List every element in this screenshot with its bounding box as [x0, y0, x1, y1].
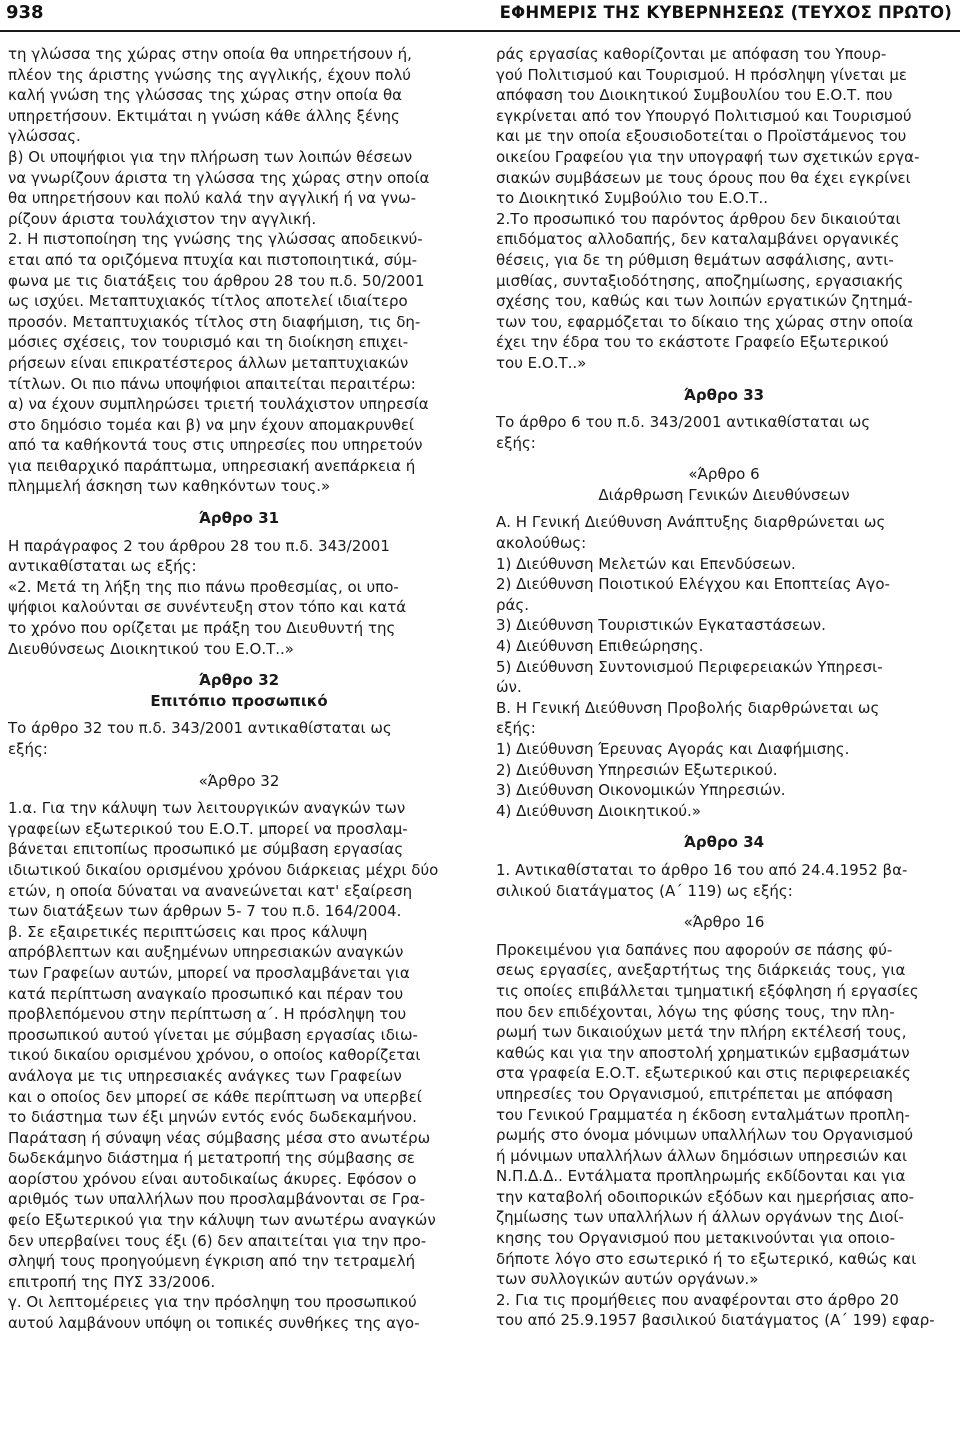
- text-line: Το άρθρο 32 του π.δ. 343/2001 αντικαθίσταται ως: [8, 719, 392, 738]
- text-line: 3) Διεύθυνση Τουριστικών Εγκαταστάσεων.: [496, 616, 826, 635]
- text-line: για πειθαρχικό παράπτωμα, υπηρεσιακή ανεπάρκεια ή: [8, 456, 416, 475]
- left-column: [8, 44, 470, 1334]
- text-line: ράς.: [496, 595, 529, 614]
- text-line: του Ε.Ο.Τ..»: [496, 353, 587, 372]
- text-line: του Γενικού Γραμματέα η έκδοση ενταλμάτων προπλη-: [496, 1105, 910, 1124]
- text-line: ρίζουν άριστα τουλάχιστον την αγγλική.: [8, 209, 317, 228]
- text-line: των Γραφείων αυτών, μπορεί να προσλαμβάνεται για: [8, 963, 410, 982]
- text-line: τικού δικαίου ορισμένου χρόνου, ο οποίος καθορίζεται: [8, 1046, 421, 1065]
- article-heading: Άρθρο 33: [683, 385, 765, 404]
- text-line: των του, εφαρμόζεται το δίκαιο της χώρας στην οποία: [496, 312, 914, 331]
- text-line: αριθμός των υπαλλήλων που προσλαμβάνονται σε Γρα-: [8, 1190, 426, 1209]
- text-line: ανάλογα με τις υπηρεσιακές ανάγκες των Γραφείων: [8, 1066, 402, 1085]
- page-number: 938: [6, 2, 44, 23]
- text-line: εξής:: [496, 719, 536, 738]
- text-line: απόφαση του Διοικητικού Συμβουλίου του Ε.Ο.Τ. που: [496, 86, 893, 105]
- text-line: σιακών συμβάσεων με τους όρους που θα έχει εγκρίνει: [496, 168, 911, 187]
- text-line: 2. Για τις προμήθειες που αναφέρονται στο άρθρο 20: [496, 1290, 899, 1309]
- text-line: αντικαθίσταται ως εξής:: [8, 557, 197, 576]
- text-line: πλέον της άριστης γνώσης της αγγλικής, έχουν πολύ: [8, 65, 411, 84]
- text-line: γραφείων εξωτερικού του Ε.Ο.Τ. μπορεί να προσλαμ-: [8, 819, 408, 838]
- text-line: σληψή τους προηγούμενη έγκριση από την τετραμελή: [8, 1252, 416, 1271]
- right-column: [496, 44, 952, 1331]
- text-line: φωνα με τις διατάξεις του άρθρου 28 του π.δ. 50/2001: [8, 271, 425, 290]
- header-rule: [0, 30, 960, 32]
- text-line: απρόβλεπτων και αυξημένων υπηρεσιακών αναγκών: [8, 943, 404, 962]
- article-heading: Άρθρο 31: [198, 509, 280, 528]
- text-line: τη γλώσσα της χώρας στην οποία θα υπηρετήσουν ή,: [8, 45, 412, 63]
- text-line: «2. Μετά τη λήξη της πιο πάνω προθεσμίας, οι υπο-: [8, 577, 399, 596]
- text-line: υπηρετήσουν. Εκτιμάται η γνώση κάθε άλλης ξένης: [8, 106, 400, 125]
- article-subtitle: Επιτόπιο προσωπικό: [150, 691, 328, 710]
- text-line: των διατάξεων των άρθρων 5- 7 του π.δ. 164/2004.: [8, 902, 402, 921]
- text-line: έχει την έδρα του το εκάστοτε Γραφείο Εξωτερικού: [496, 333, 889, 352]
- text-line: 3) Διεύθυνση Οικονομικών Υπηρεσιών.: [496, 781, 786, 800]
- quoted-article-heading: «Άρθρο 16: [683, 913, 765, 932]
- text-line: κατά περίπτωση αναγκαίο προσωπικό και πέραν του: [8, 984, 404, 1003]
- text-line: των συλλογικών αυτών οργάνων.»: [496, 1270, 759, 1289]
- text-line: θα υπηρετήσουν και πολύ καλά την αγγλική ή να γνω-: [8, 189, 417, 208]
- text-line: υπηρεσίες του Οργανισμού, επιτρέπεται με απόφαση: [496, 1084, 893, 1103]
- text-line: προσόν. Μεταπτυχιακός τίτλος στη διαφήμιση, τις δη-: [8, 312, 421, 331]
- text-line: 2) Διεύθυνση Ποιοτικού Ελέγχου και Εποπτείας Αγο-: [496, 575, 890, 594]
- article-heading: Άρθρο 32: [198, 671, 280, 690]
- text-line: 4) Διεύθυνση Επιθεώρησης.: [496, 637, 704, 656]
- text-line: 2) Διεύθυνση Υπηρεσιών Εξωτερικού.: [496, 760, 778, 779]
- text-line: σεως εργασίες, ανεξαρτήτως της διάρκειάς τους, για: [496, 961, 906, 980]
- text-line: θέσεις, για δε τη ρύθμιση θεμάτων ασφάλισης, αντι-: [496, 250, 894, 269]
- text-line: το Διοικητικό Συμβούλιο του Ε.Ο.Τ..: [496, 189, 769, 208]
- text-line: ετών, η οποία δύναται να ανανεώνεται κατ' εξαίρεση: [8, 881, 413, 900]
- text-line: βάνεται επιτοπίως προσωπικό με σύμβαση εργασίας: [8, 840, 404, 859]
- text-line: Α. Η Γενική Διεύθυνση Ανάπτυξης διαρθρώνεται ως: [496, 513, 886, 532]
- text-line: αυτού λαμβάνουν υπόψη οι τοπικές συνθήκες της αγο-: [8, 1314, 420, 1333]
- text-line: γού Πολιτισμού και Τουρισμού. Η πρόσληψη γίνεται με: [496, 65, 908, 84]
- text-line: εται από τα οριζόμενα πτυχία και πιστοποιητικά, σύμ-: [8, 250, 418, 269]
- text-line: ρωμής στο όνομα μόνιμων υπαλλήλων του Οργανισμού: [496, 1126, 914, 1145]
- text-line: στα γραφεία Ε.Ο.Τ. εξωτερικού και στις περιφερειακές: [496, 1064, 911, 1083]
- text-line: αορίστου χρόνου είναι αυτοδικαίως άκυρες. Εφόσον ο: [8, 1169, 417, 1188]
- text-line: α) να έχουν συμπληρώσει τριετή τουλάχιστον υπηρεσία: [8, 395, 429, 414]
- text-line: και με την οποία εξουσιοδοτείται ο Προϊστάμενος του: [496, 127, 907, 146]
- text-line: Β. Η Γενική Διεύθυνση Προβολής διαρθρώνεται ως: [496, 698, 880, 717]
- text-line: Η παράγραφος 2 του άρθρου 28 του π.δ. 343/2001: [8, 536, 390, 555]
- text-line: καλή γνώση της γλώσσας της χώρας στην οποία θα: [8, 86, 403, 105]
- text-line: ζημίωσης των υπαλλήλων ή άλλων οργάνων της Διοί-: [496, 1208, 904, 1227]
- text-line: 1.α. Για την κάλυψη των λειτουργικών αναγκών των: [8, 799, 406, 818]
- text-line: τις οποίες επιβάλλεται τμηματική εξόφληση ή εργασίες: [496, 981, 919, 1000]
- text-line: ρήσεων είναι επικρατέστερος άλλων μεταπτυχιακών: [8, 353, 409, 372]
- quoted-article-heading: «Άρθρο 6: [688, 465, 760, 484]
- text-line: ψήφιοι καλούνται σε συνέντευξη στον τόπο και κατά: [8, 598, 407, 617]
- text-line: επιτροπή της ΠΥΣ 33/2006.: [8, 1272, 216, 1291]
- text-line: Παράταση ή σύναψη νέας σύμβασης μέσα στο ανωτέρω: [8, 1128, 431, 1147]
- text-line: φείο Εξωτερικού για την κάλυψη των ανωτέρω αναγκών: [8, 1211, 436, 1230]
- text-line: Ν.Π.Δ.Δ.. Εντάλματα προπληρωμής εκδίδονται και για: [496, 1167, 906, 1186]
- text-line: επιδόματος αλλοδαπής, δεν καταλαμβάνει οργανικές: [496, 230, 900, 249]
- article-heading: Άρθρο 34: [683, 833, 765, 852]
- text-line: ως ισχύει. Μεταπτυχιακός τίτλος αποτελεί ιδιαίτερο: [8, 292, 408, 311]
- text-line: δωδεκάμηνο διάστημα ή μετατροπή της σύμβασης σε: [8, 1149, 415, 1168]
- text-line: 2.Το προσωπικό του παρόντος άρθρου δεν δικαιούται: [496, 209, 901, 228]
- text-line: β) Οι υποψήφιοι για την πλήρωση των λοιπών θέσεων: [8, 147, 413, 166]
- text-line: την καταβολή οδοιπορικών εξόδων και ημερήσιας απο-: [496, 1187, 915, 1206]
- text-line: εξής:: [8, 740, 48, 758]
- quoted-article-subtitle: Διάρθρωση Γενικών Διευθύνσεων: [598, 485, 850, 504]
- text-line: εγκρίνεται από τον Υπουργό Πολιτισμού και Τουρισμού: [496, 106, 912, 125]
- text-line: ράς εργασίας καθορίζονται με απόφαση του Υπουρ-: [496, 45, 887, 63]
- text-line: να γνωρίζουν άριστα τη γλώσσα της χώρας στην οποία: [8, 168, 430, 187]
- quoted-article-heading: «Άρθρο 32: [198, 771, 280, 790]
- text-line: και ο οποίος δεν μπορεί σε κάθε περίπτωση να υπερβεί: [8, 1087, 422, 1106]
- text-line: 1) Διεύθυνση Έρευνας Αγοράς και Διαφήμισης.: [496, 740, 850, 758]
- text-line: κησης του Οργανισμού που μετακινούνται για οποιο-: [496, 1229, 895, 1248]
- text-line: Προκειμένου για δαπάνες που αφορούν σε πάσης φύ-: [496, 940, 893, 959]
- text-line: ιδιωτικού δικαίου ορισμένου χρόνου διάρκειας μέχρι δύο: [8, 860, 439, 879]
- text-line: 1. Αντικαθίσταται το άρθρο 16 του από 24.4.1952 βα-: [496, 860, 908, 879]
- text-line: μόσιες σχέσεις, τον τουρισμό και τη διοίκηση επιχει-: [8, 333, 409, 352]
- text-line: γλώσσας.: [8, 127, 81, 146]
- text-line: ρωμή των δικαιούχων μετά την πλήρη εκτέλεσή τους,: [496, 1023, 907, 1042]
- text-line: από τα καθήκοντά τους στις υπηρεσίες που υπηρετούν: [8, 436, 423, 455]
- text-line: καθώς και για την αποστολή χρηματικών εμβασμάτων: [496, 1043, 910, 1062]
- text-line: Διευθύνσεως Διοικητικού του Ε.Ο.Τ..»: [8, 639, 294, 658]
- text-line: που δεν επιδέχονται, λόγω της φύσης τους, την πλη-: [496, 1002, 895, 1021]
- text-line: ακολούθως:: [496, 534, 587, 553]
- text-line: ών.: [496, 678, 522, 697]
- text-line: πλημμελή άσκηση των καθηκόντων τους.»: [8, 477, 331, 496]
- text-line: δεν υπερβαίνει τους έξι (6) δεν απαιτείται για την προ-: [8, 1231, 427, 1250]
- text-line: ή μόνιμων υπαλλήλων άλλων δημόσιων υπηρεσιών και: [496, 1146, 908, 1165]
- text-line: εξής:: [496, 433, 536, 452]
- text-line: οικείου Γραφείου για την υπογραφή των σχετικών εργα-: [496, 147, 920, 166]
- text-line: μισθίας, συνταξιοδότησης, αποζημίωσης, εργασιακής: [496, 271, 904, 290]
- text-line: Το άρθρο 6 του π.δ. 343/2001 αντικαθίσταται ως: [496, 413, 871, 432]
- text-line: του από 25.9.1957 βασιλικού διατάγματος (Α΄ 199) εφαρ-: [496, 1311, 935, 1330]
- text-line: 5) Διεύθυνση Συντονισμού Περιφερειακών Υπηρεσι-: [496, 657, 883, 676]
- text-line: στο δημόσιο τομέα και β) να μην έχουν απομακρυνθεί: [8, 415, 415, 434]
- text-line: 1) Διεύθυνση Μελετών και Επενδύσεων.: [496, 554, 796, 573]
- text-line: 2. Η πιστοποίηση της γνώσης της γλώσσας αποδεικνύ-: [8, 230, 423, 249]
- page-header: [0, 0, 960, 30]
- text-line: τίτλων. Οι πιο πάνω υποψήφιοι απαιτείται περαιτέρω:: [8, 374, 416, 393]
- text-line: γ. Οι λεπτομέρειες για την πρόσληψη του προσωπικού: [8, 1293, 417, 1312]
- text-line: β. Σε εξαιρετικές περιπτώσεις και προς κάλυψη: [8, 922, 368, 941]
- text-line: σχέσης του, καθώς και των λοιπών εργατικών ζητημά-: [496, 292, 913, 311]
- text-line: προβλεπόμενου στην περίπτωση α΄. Η πρόσληψη του: [8, 1005, 407, 1024]
- gazette-title: ΕΦΗΜΕΡΙΣ ΤΗΣ ΚΥΒΕΡΝΗΣΕΩΣ (ΤΕΥΧΟΣ ΠΡΩΤΟ): [499, 3, 952, 22]
- text-line: σιλικού διατάγματος (Α΄ 119) ως εξής:: [496, 881, 793, 900]
- text-line: δήποτε λόγο στο εσωτερικό ή το εξωτερικό, καθώς και: [496, 1249, 917, 1268]
- text-line: 4) Διεύθυνση Διοικητικού.»: [496, 801, 701, 820]
- text-line: προσωπικού αυτού γίνεται με σύμβαση εργασίας ιδιω-: [8, 1025, 418, 1044]
- text-line: το χρόνο που ορίζεται με πράξη του Διευθυντή της: [8, 619, 396, 638]
- text-line: το διάστημα των έξι μηνών εντός ενός δωδεκαμήνου.: [8, 1108, 417, 1127]
